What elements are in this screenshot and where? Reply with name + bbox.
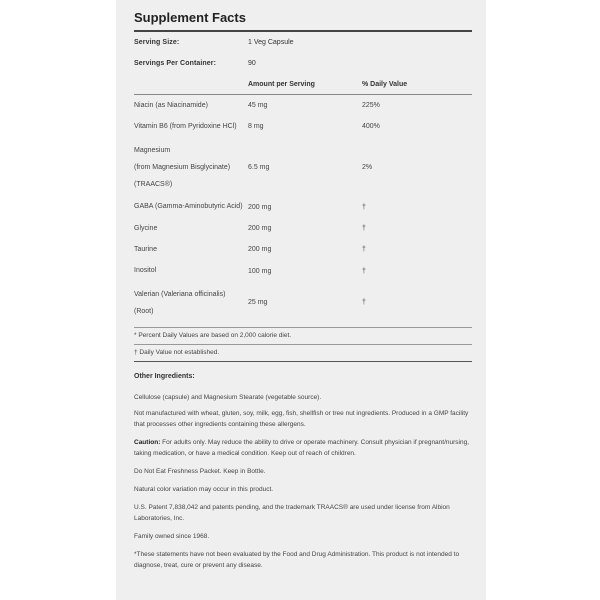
- servings-per-container-row: [134, 53, 472, 74]
- nutrient-amount: 8 mg: [248, 123, 264, 131]
- amount-header: Amount per Serving: [248, 80, 315, 88]
- nutrient-name: [134, 138, 248, 197]
- nutrient-name: [134, 260, 248, 281]
- nutrient-amount: 25 mg: [248, 299, 268, 307]
- nutrient-name: [134, 239, 248, 260]
- nutrient-row: [134, 95, 472, 116]
- servings-per-container-value: 90: [248, 60, 256, 67]
- nutrient-name-line: Inositol: [134, 267, 157, 275]
- patent-statement: U.S. Patent 7,838,042 and patents pending, and the trademark TRAACS® are used under license from Albion Laboratories, Inc.: [134, 503, 450, 522]
- nutrient-row: [134, 116, 472, 137]
- caution-text: For adults only. May reduce the ability to drive or operate machinery. Consult physician if pregnant/nursing, taking medication, or have a medical condition. Keep out of reach of children.: [134, 438, 470, 457]
- nutrient-name-line: Vitamin B6 (from Pyridoxine HCl): [134, 122, 237, 130]
- daily-value-header: % Daily Value: [362, 80, 408, 88]
- nutrient-row: [134, 239, 472, 260]
- nutrient-name-line: Magnesium: [134, 146, 171, 154]
- nutrient-amount: 45 mg: [248, 102, 268, 110]
- other-ingredients-text: Cellulose (capsule) and Magnesium Stearate (vegetable source).: [134, 393, 322, 401]
- nutrient-daily-value: 225%: [362, 102, 380, 110]
- other-ingredients-label: Other Ingredients:: [134, 372, 195, 380]
- footnote-dagger: † Daily Value not established.: [134, 348, 220, 356]
- nutrient-row: [134, 260, 472, 281]
- nutrient-amount: 200 mg: [248, 203, 272, 211]
- facts-table: [134, 32, 472, 324]
- nutrient-name: [134, 197, 248, 218]
- freshness-packet-statement: Do Not Eat Freshness Packet. Keep in Bottle.: [134, 467, 266, 475]
- nutrient-name: [134, 218, 248, 239]
- nutrient-daily-value: †: [362, 267, 366, 275]
- nutrient-daily-value: 2%: [362, 163, 373, 171]
- nutrient-daily-value: 400%: [362, 123, 380, 131]
- nutrient-name: [134, 282, 248, 324]
- nutrient-name-line: (Root): [134, 307, 154, 315]
- serving-size-value: 1 Veg Capsule: [248, 39, 294, 46]
- nutrient-row: [134, 282, 472, 324]
- caution-statement: [134, 437, 472, 459]
- column-header-row: [134, 74, 472, 95]
- color-variation-statement: Natural color variation may occur in this product.: [134, 485, 274, 493]
- nutrient-name-line: Taurine: [134, 245, 157, 253]
- family-owned-statement: Family owned since 1968.: [134, 532, 210, 540]
- footnote-percent-dv: * Percent Daily Values are based on 2,000 calorie diet.: [134, 331, 292, 339]
- nutrient-name: [134, 95, 248, 116]
- nutrient-amount: 6.5 mg: [248, 163, 270, 171]
- nutrient-daily-value: †: [362, 225, 366, 233]
- supplement-facts-panel: [116, 0, 486, 600]
- footnote-bottom-rule: [134, 361, 472, 362]
- nutrient-name: [134, 116, 248, 137]
- nutrient-daily-value: †: [362, 203, 366, 211]
- nutrient-name-line: Niacin (as Niacinamide): [134, 101, 208, 109]
- nutrient-amount: 200 mg: [248, 246, 272, 254]
- footnotes: [134, 327, 472, 362]
- nutrient-name-line: GABA (Gamma-Aminobutyric Acid): [134, 203, 243, 211]
- other-ingredients-section: [134, 371, 472, 571]
- servings-per-container-label: Servings Per Container:: [134, 60, 217, 67]
- nutrient-name-line: Glycine: [134, 224, 158, 232]
- serving-size-label: Serving Size:: [134, 39, 180, 46]
- nutrient-amount: 200 mg: [248, 225, 272, 233]
- nutrient-row: [134, 197, 472, 218]
- serving-size-row: [134, 32, 472, 53]
- nutrient-daily-value: †: [362, 299, 366, 307]
- nutrient-daily-value: †: [362, 246, 366, 254]
- nutrient-name-line: (from Magnesium Bisglycinate): [134, 163, 231, 171]
- nutrient-name-line: (TRAACS®): [134, 180, 173, 188]
- nutrient-row: [134, 138, 472, 197]
- nutrient-amount: 100 mg: [248, 267, 272, 275]
- allergen-statement: Not manufactured with wheat, gluten, soy, milk, egg, fish, shellfish or tree nut ingredients. Produced in a GMP facility that processes other ingredients containing these allergens.: [134, 409, 469, 428]
- nutrient-row: [134, 218, 472, 239]
- fda-disclaimer: *These statements have not been evaluated by the Food and Drug Administration. This product is not intended to diagnose, treat, cure or prevent any disease.: [134, 550, 460, 569]
- panel-title: Supplement Facts: [134, 10, 246, 25]
- nutrient-name-line: Valerian (Valeriana officinalis): [134, 290, 226, 298]
- caution-label: Caution:: [134, 438, 161, 446]
